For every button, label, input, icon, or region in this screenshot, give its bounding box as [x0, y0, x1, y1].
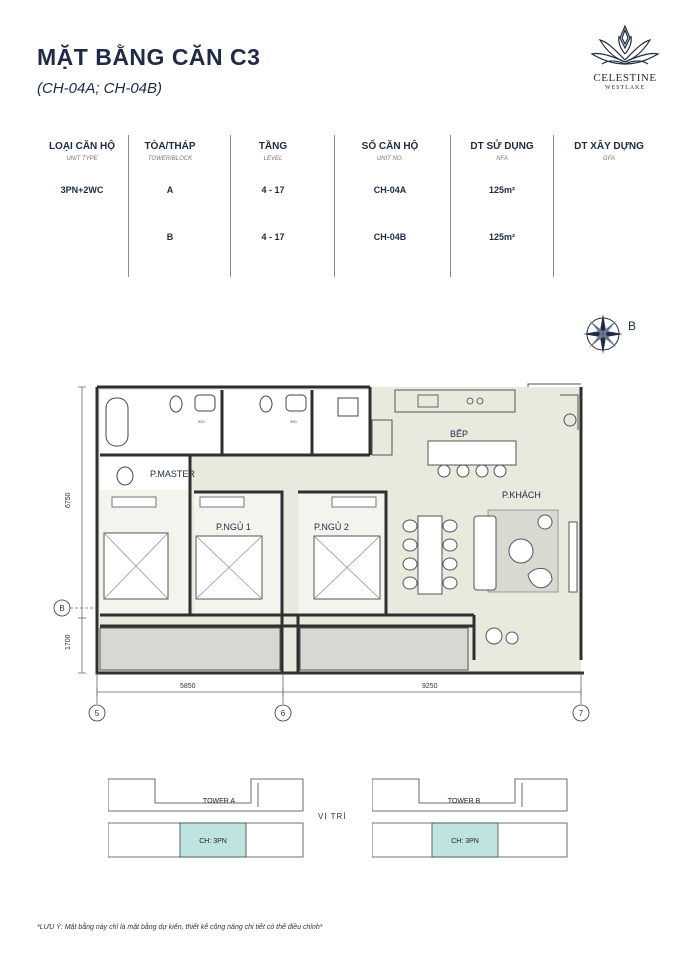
col-subheader: TOWER/BLOCK — [147, 156, 193, 162]
dim-label: 900 — [290, 419, 297, 424]
col-subheader: NFA — [496, 156, 508, 162]
col-header: TÒA/THÁP — [144, 141, 196, 152]
disclaimer-note: *LƯU Ý: Mặt bằng này chỉ là mặt bằng dự kiến, thiết kế công năng chi tiết có thể điều chỉnh* — [37, 924, 323, 931]
balcony-left — [100, 628, 280, 670]
brand-sub: WESTLAKE — [604, 85, 646, 91]
dim-label: 900 — [198, 419, 205, 424]
divider — [553, 135, 554, 277]
compass-icon — [583, 314, 623, 354]
lotus-icon — [580, 20, 670, 72]
keyplan-unit: CH: 3PN — [199, 838, 227, 845]
grid-label-b: B — [59, 604, 65, 613]
divider — [334, 135, 335, 277]
col-subheader: UNIT NO. — [376, 156, 404, 162]
balcony-right — [300, 628, 468, 670]
brand-logo — [580, 20, 670, 90]
wardrobe-icon — [200, 497, 244, 507]
keyplan-tower: TOWER A — [202, 798, 236, 805]
col-subheader: LEVEL — [263, 156, 283, 162]
bathrooms — [100, 390, 370, 455]
cell-value: 125m² — [488, 232, 515, 242]
keyplan-label: VỊ TRÍ — [318, 812, 347, 821]
kitchen-island — [428, 441, 516, 465]
keyplan-tower: TOWER B — [447, 798, 481, 805]
col-level — [221, 135, 325, 277]
page-subtitle: (CH-04A; CH-04B) — [37, 80, 163, 97]
dim-bottom-left: 5850 — [180, 683, 196, 690]
label-kitchen: BẾP — [450, 429, 469, 439]
wardrobe-icon — [112, 497, 156, 507]
compass-label: B — [628, 319, 637, 333]
dining-table — [418, 516, 442, 594]
cell-value: 3PN+2WC — [60, 185, 104, 195]
col-header: SỐ CĂN HỘ — [361, 141, 419, 152]
side-table-icon — [538, 515, 552, 529]
col-header: DT XÂY DỰNG — [574, 141, 644, 152]
tv-console-icon — [569, 522, 577, 592]
side-chair-icon — [486, 628, 502, 644]
col-header: LOẠI CĂN HỘ — [48, 141, 116, 152]
keyplan-right — [372, 775, 572, 865]
cell-value: 4 - 17 — [261, 232, 285, 242]
label-living: P.KHÁCH — [502, 490, 541, 500]
cell-value: A — [166, 185, 174, 195]
dim-bottom-right: 9250 — [422, 683, 438, 690]
sofa-icon — [474, 516, 496, 590]
label-bedroom-1: P.NGỦ 1 — [216, 522, 251, 532]
col-header: DT SỬ DỤNG — [470, 141, 534, 152]
col-header: TẦNG — [258, 141, 288, 152]
label-master: P.MASTER — [150, 469, 195, 479]
wardrobe-icon — [332, 497, 376, 507]
grid-label-5: 5 — [94, 709, 100, 718]
cell-value: B — [166, 232, 174, 242]
side-chair-icon — [506, 632, 518, 644]
col-nfa — [450, 135, 554, 277]
grid-label-7: 7 — [578, 709, 584, 718]
dim-left-top: 6750 — [65, 492, 72, 508]
cell-value: 125m² — [488, 185, 515, 195]
col-unit-no — [338, 135, 442, 277]
keyplan-unit: CH: 3PN — [451, 838, 479, 845]
page-title: MẶT BẰNG CĂN C3 — [37, 44, 261, 70]
floor-plan — [0, 300, 679, 740]
grid-label-6: 6 — [280, 709, 286, 718]
coffee-table-icon — [509, 539, 533, 563]
col-tower — [118, 135, 222, 277]
bed-icons — [104, 533, 380, 599]
cell-value: CH-04A — [373, 185, 407, 195]
label-bedroom-2: P.NGỦ 2 — [314, 522, 349, 532]
unit-info-table — [30, 135, 654, 277]
brand-name: CELESTINE — [593, 72, 657, 84]
cell-value: CH-04B — [373, 232, 407, 242]
keyplan-left — [108, 775, 308, 865]
col-subheader: GFA — [603, 156, 615, 162]
col-gfa — [557, 135, 661, 277]
cell-value: 4 - 17 — [261, 185, 285, 195]
col-subheader: UNIT TYPE — [66, 156, 98, 162]
dim-left-bottom: 1700 — [65, 634, 72, 650]
